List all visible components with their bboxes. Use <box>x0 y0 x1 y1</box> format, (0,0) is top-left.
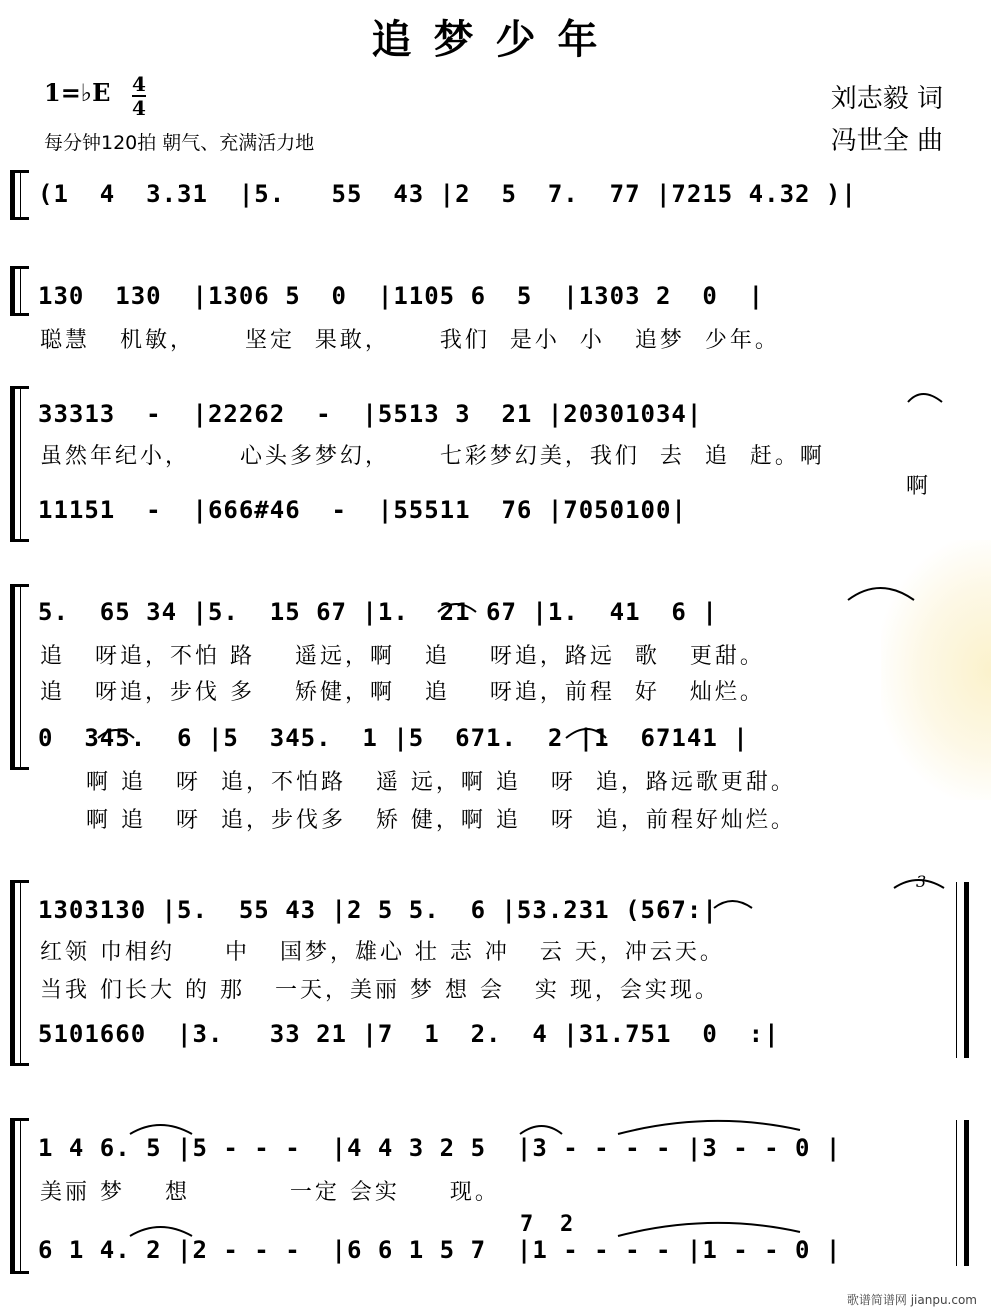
slur <box>520 1126 562 1134</box>
lyric-line: 红领 巾相约 中 国梦，雄心 壮 志 冲 云 天，冲云天。 <box>40 940 725 965</box>
lyric-line: 追 呀追，步伐 多 矫健，啊 追 呀追，前程 好 灿烂。 <box>40 680 765 705</box>
lyric-line: 聪慧 机敏， 坚定 果敢， 我们 是小 小 追梦 少年。 <box>40 328 780 353</box>
time-signature-top: 4 <box>132 72 146 96</box>
notation-line-verse-b-upper: 33313 - |22262 - |5513 3 21 |20301034| <box>38 400 703 428</box>
notation-line-bridge-upper: 1303130 |5. 55 43 |2 5 5. 6 |53.231 (567:| <box>38 896 718 924</box>
notation-line-intro: (1 4 3.31 |5. 55 43 |2 5 7. 77 |7215 4.32 )| <box>38 180 857 208</box>
slur <box>618 1223 800 1236</box>
lyric-line-lower-part: 啊 <box>906 474 932 499</box>
time-signature-bottom: 4 <box>132 96 146 120</box>
triplet-mark: 3 <box>916 872 927 891</box>
notation-line-coda-upper: 1 4 6. 5 |5 - - - |4 4 3 2 5 |3 - - - - |3 - - 0 | <box>38 1134 842 1162</box>
slur <box>894 880 944 888</box>
chord-note-upper: 7 <box>520 1212 534 1237</box>
song-title: 追梦少年 <box>371 16 620 63</box>
lyric-line: 美丽 梦 想 一定 会实 现。 <box>40 1180 500 1205</box>
slur <box>566 729 606 738</box>
tempo-marking: 每分钟120拍 朝气、充满活力地 <box>44 132 315 154</box>
notation-line-verse-b-lower: 11151 - |666#46 - |55511 76 |7050100| <box>38 496 687 524</box>
slur <box>908 394 942 402</box>
notation-line-chorus-lower: 0 345. 6 |5 345. 1 |5 671. 2 |1 67141 | <box>38 724 749 752</box>
composer-credit: 冯世全 曲 <box>830 126 943 156</box>
slur <box>848 588 914 600</box>
chord-note-upper: 2 <box>560 1212 574 1237</box>
lyric-line: 追 呀追，不怕 路 遥远，啊 追 呀追，路远 歌 更甜。 <box>40 644 765 669</box>
lyric-line: 啊 追 呀 追，不怕路 遥 远，啊 追 呀 追，路远歌更甜。 <box>86 770 796 795</box>
slur <box>438 604 476 612</box>
lyric-line: 当我 们长大 的 那 一天，美丽 梦 想 会 实 现，会实现。 <box>40 978 720 1003</box>
notation-line-coda-lower: 6 1 4. 2 |2 - - - |6 6 1 5 7 |1 - - - - |1 - - 0 | <box>38 1236 842 1264</box>
slur <box>714 901 752 908</box>
slur <box>618 1121 800 1134</box>
lyric-line: 虽然年纪小， 心头多梦幻， 七彩梦幻美，我们 去 追 赶。啊 <box>40 444 825 469</box>
lyric-line: 啊 追 呀 追，步伐多 矫 健，啊 追 呀 追，前程好灿烂。 <box>86 808 796 833</box>
slur <box>130 1125 192 1134</box>
slur <box>130 1227 192 1236</box>
lyricist-credit: 刘志毅 词 <box>830 84 943 114</box>
slur <box>98 730 134 738</box>
notation-line-bridge-lower: 5101660 |3. 33 21 |7 1 2. 4 |31.751 0 :| <box>38 1020 780 1048</box>
notation-line-chorus-upper: 5. 65 34 |5. 15 67 |1. 21 67 |1. 41 6 | <box>38 598 718 626</box>
notation-line-verse-a: 130 130 |1306 5 0 |1105 6 5 |1303 2 0 | <box>38 282 765 310</box>
key-signature: 1=♭E <box>44 78 111 107</box>
watermark: 歌谱简谱网 jianpu.com <box>846 1293 977 1307</box>
